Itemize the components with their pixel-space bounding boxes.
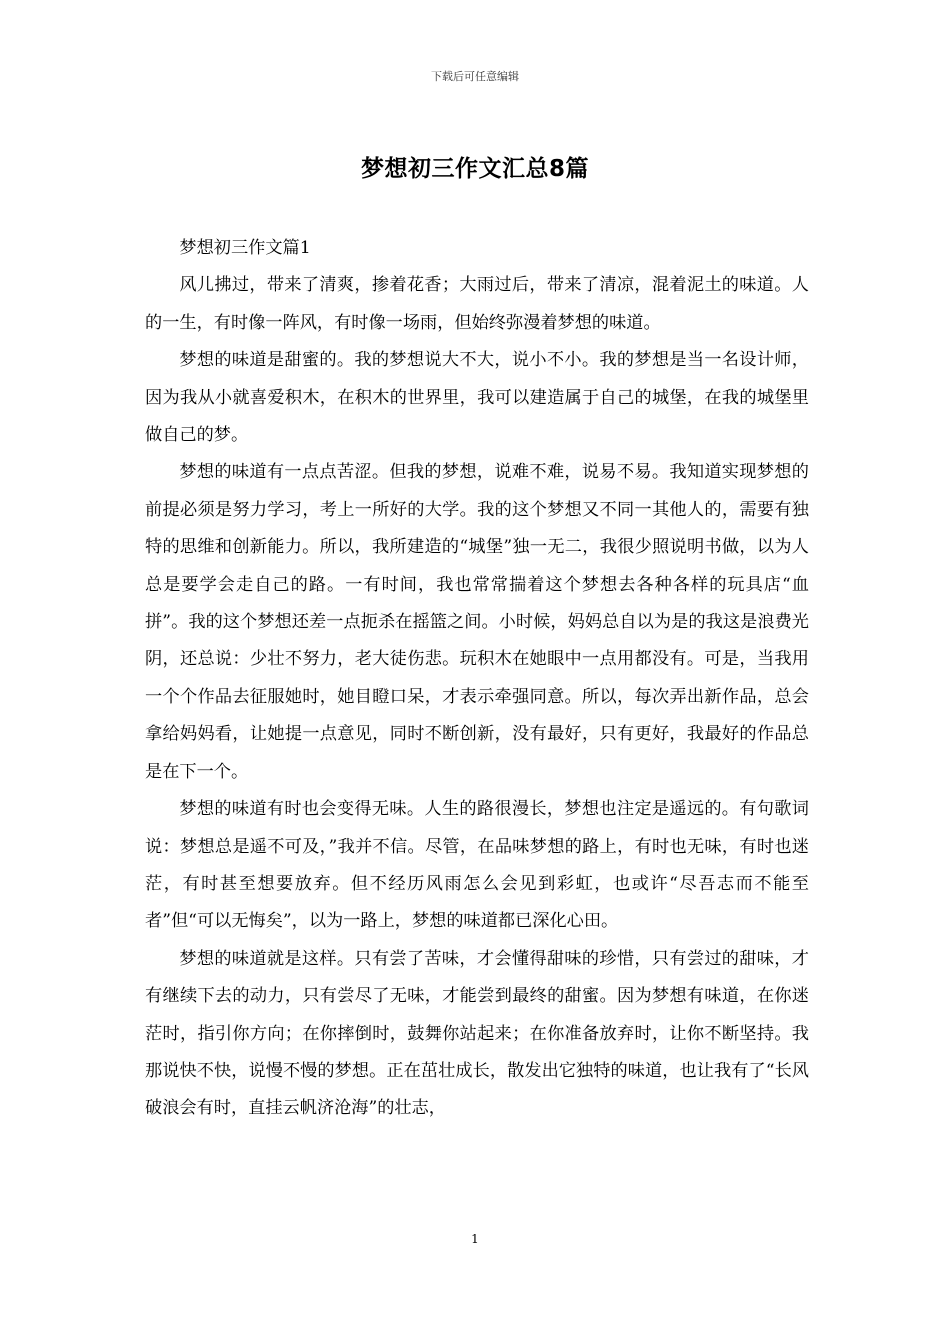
- paragraph: 梦想的味道就是这样。只有尝了苦味，才会懂得甜味的珍惜，只有尝过的甜味，才有继续下去的动力，只有尝尽了无味，才能尝到最终的甜蜜。因为梦想有味道，在你迷茫时，指引你方向；在你摔倒时，鼓舞你站起来；在你准备放弃时，让你不断坚持。我那说快不快，说慢不慢的梦想。正在茁壮成长，散发出它独特的味道，也让我有了“长风破浪会有时，直挂云帆济沧海”的壮志，: [145, 948, 809, 1119]
- document-title: 梦想初三作文汇总8篇: [360, 156, 589, 182]
- page-number: 1: [471, 1232, 479, 1246]
- document-body: [145, 230, 809, 1128]
- paragraph: 风儿拂过，带来了清爽，掺着花香；大雨过后，带来了清凉，混着泥土的味道。人的一生，有时像一阵风，有时像一场雨，但始终弥漫着梦想的味道。: [145, 275, 809, 333]
- paragraph: 梦想的味道有一点点苦涩。但我的梦想，说难不难，说易不易。我知道实现梦想的前提必须是努力学习，考上一所好的大学。我的这个梦想又不同一其他人的，需要有独特的思维和创新能力。所以，我所建造的“城堡”独一无二，我很少照说明书做，以为人总是要学会走自己的路。一有时间，我也常常揣着这个梦想去各种各样的玩具店“血拼”。我的这个梦想还差一点扼杀在摇篮之间。小时候，妈妈总自以为是的我这是浪费光阴，还总说：少壮不努力，老大徒伤悲。玩积木在她眼中一点用都没有。可是，当我用一个个作品去征服她时，她目瞪口呆，才表示牵强同意。所以，每次弄出新作品，总会拿给妈妈看，让她提一点意见，同时不断创新，没有最好，只有更好，我最好的作品总是在下一个。: [145, 462, 809, 782]
- paragraph: 梦想的味道有时也会变得无味。人生的路很漫长，梦想也注定是遥远的。有句歌词说：梦想总是遥不可及，”我并不信。尽管，在品味梦想的路上，有时也无味，有时也迷茫，有时甚至想要放弃。但不经历风雨怎么会见到彩虹，也或许“尽吾志而不能至者”但“可以无悔矣”，以为一路上，梦想的味道都已深化心田。: [145, 799, 809, 932]
- paragraph: 梦想的味道是甜蜜的。我的梦想说大不大，说小不小。我的梦想是当一名设计师，因为我从小就喜爱积木，在积木的世界里，我可以建造属于自己的城堡，在我的城堡里做自己的梦。: [145, 350, 809, 446]
- section-subtitle: 梦想初三作文篇1: [179, 238, 311, 258]
- header-note: 下载后可任意编辑: [431, 70, 519, 83]
